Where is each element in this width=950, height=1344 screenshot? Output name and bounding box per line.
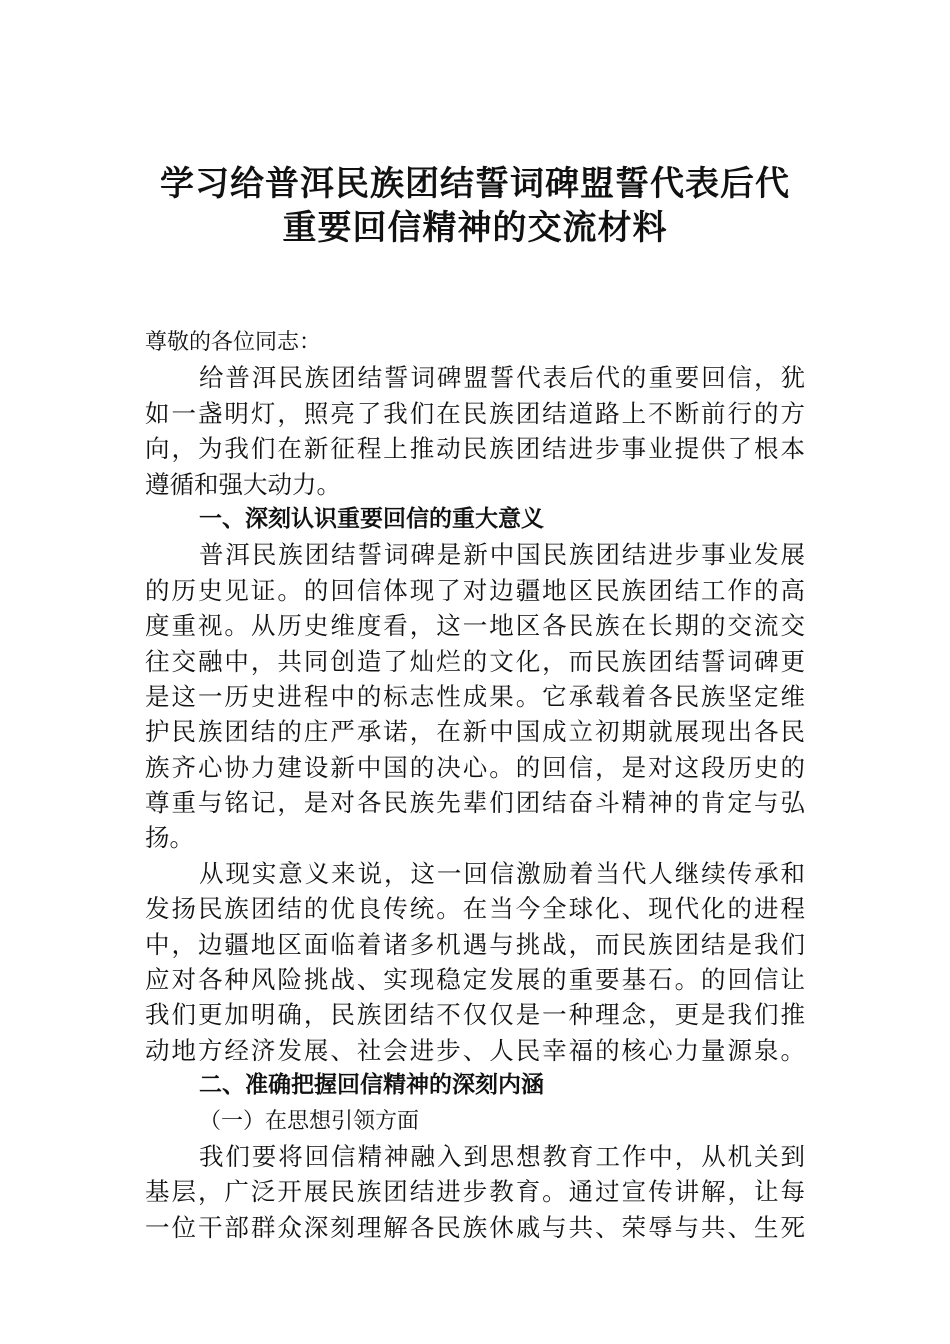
section-1-paragraph-1-line: 普洱民族团结誓词碑是新中国民族团结进步事业发展 [199,540,805,570]
section-1-heading: 一、深刻认识重要回信的重大意义 [199,505,544,532]
section-1-paragraph-2-line: 我们更加明确，民族团结不仅仅是一种理念，更是我们推 [145,1000,805,1030]
document-title-line-2: 重要回信精神的交流材料 [282,208,668,248]
section-1-paragraph-1-line: 是这一历史进程中的标志性成果。它承载着各民族坚定维 [145,681,805,711]
section-1-paragraph-2-line: 发扬民族团结的优良传统。在当今全球化、现代化的进程 [145,894,805,924]
intro-line: 给普洱民族团结誓词碑盟誓代表后代的重要回信，犹 [199,363,805,393]
greeting: 尊敬的各位同志： [145,330,322,355]
section-1-paragraph-1-line: 尊重与铭记，是对各民族先辈们团结奋斗精神的肯定与弘 [145,788,805,818]
section-1-paragraph-2-line: 从现实意义来说，这一回信激励着当代人继续传承和 [199,858,805,888]
intro-line: 向，为我们在新征程上推动民族团结进步事业提供了根本 [145,434,805,464]
document-body [145,325,805,1245]
section-1-paragraph-1-line: 度重视。从历史维度看，这一地区各民族在长期的交流交 [145,611,805,641]
section-1-paragraph-1-line: 的历史见证。的回信体现了对边疆地区民族团结工作的高 [145,575,805,605]
intro-line: 遵循和强大动力。 [145,469,341,499]
section-1-paragraph-1-line: 扬。 [145,823,194,853]
section-2-subheading: （一）在思想引领方面 [199,1108,420,1134]
section-1-paragraph-2-line: 中，边疆地区面临着诸多机遇与挑战，而民族团结是我们 [145,929,805,959]
section-1-paragraph-1-line: 往交融中，共同创造了灿烂的文化，而民族团结誓词碑更 [145,646,805,676]
section-2-paragraph-1-line: 一位干部群众深刻理解各民族休戚与共、荣辱与共、生死 [145,1212,805,1242]
intro-line: 如一盏明灯，照亮了我们在民族团结道路上不断前行的方 [145,398,805,428]
section-2-paragraph-1-line: 我们要将回信精神融入到思想教育工作中，从机关到 [199,1141,805,1171]
document-title-line-1: 学习给普洱民族团结誓词碑盟誓代表后代 [160,164,790,204]
section-1-paragraph-1-line: 护民族团结的庄严承诺，在新中国成立初期就展现出各民 [145,717,805,747]
section-1-paragraph-2-line: 应对各种风险挑战、实现稳定发展的重要基石。的回信让 [145,965,805,995]
section-1-paragraph-2-line: 动地方经济发展、社会进步、人民幸福的核心力量源泉。 [145,1035,805,1065]
section-1-paragraph-1-line: 族齐心协力建设新中国的决心。的回信，是对这段历史的 [145,752,805,782]
section-2-paragraph-1-line: 基层，广泛开展民族团结进步教育。通过宣传讲解，让每 [145,1177,805,1207]
section-2-heading: 二、准确把握回信精神的深刻内涵 [199,1072,544,1099]
